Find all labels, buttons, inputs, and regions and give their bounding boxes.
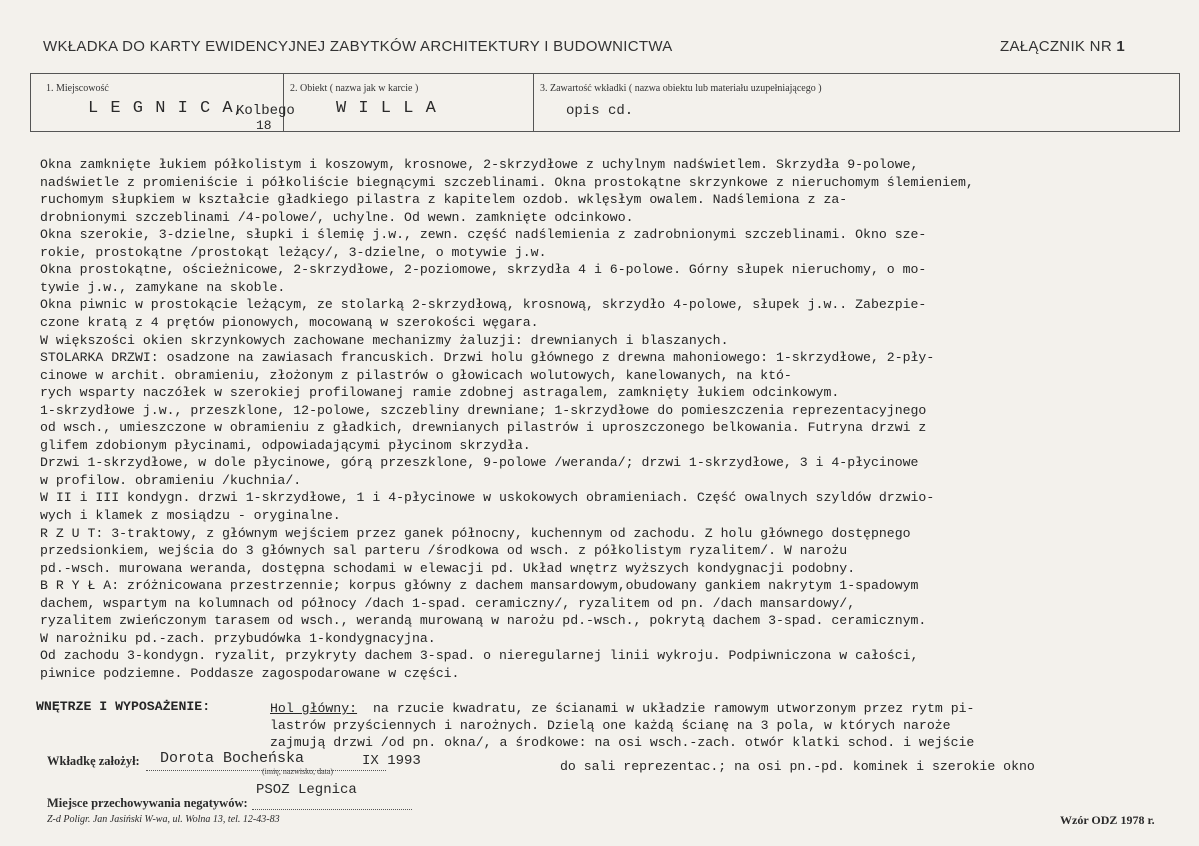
attachment-number: 1 bbox=[1116, 38, 1126, 55]
street-value: Kolbego bbox=[236, 103, 295, 119]
description-line: Okna prostokątne, ościeżnicowe, 2-skrzydłowe, 2-poziomowe, skrzydła 4 i 6-polowe. Górny słupek nieruchomy, o mo- bbox=[40, 262, 927, 278]
interior-line-2: lastrów przyściennych i narożnych. Dzielą one każdą ścianę na 3 pola, w których naroże bbox=[270, 718, 951, 733]
form-title: WKŁADKA DO KARTY EWIDENCYJNEJ ZABYTKÓW ARCHITEKTURY I BUDOWNICTWA bbox=[43, 38, 673, 55]
description-line: ruchomym słupkiem w kształcie gładkiego pilastra z kapitelem ozdob. wklęsłym owalem. Nadślemiona z za- bbox=[40, 192, 848, 208]
description-line: 1-skrzydłowe j.w., przeszklone, 12-polowe, szczebliny drewniane; 1-skrzydłowe do pomieszczenia reprezentacyjnego bbox=[40, 402, 927, 418]
bottom-rule bbox=[30, 131, 1180, 132]
author-value: Dorota Bocheńska bbox=[160, 750, 305, 767]
printer-info: Z-d Poligr. Jan Jasiński W-wa, ul. Wolna 13, tel. 12-43-83 bbox=[47, 814, 280, 825]
description-line: STOLARKA DRZWI: osadzone na zawiasach francuskich. Drzwi holu głównego z drewna mahoniowego: 1-skrzydłowe, 2-pły- bbox=[40, 350, 935, 366]
description-line: Okna zamknięte łukiem półkolistym i koszowym, krosnowe, 2-skrzydłowe z uchylnym nadświetlem. Skrzydła 9-polowe, bbox=[40, 157, 919, 172]
content-label: 3. Zawartość wkładki ( nazwa obiektu lub materiału uzupełniającego ) bbox=[540, 83, 822, 94]
description-line: ryzalitem zwieńczonym tarasem od wsch., werandą murowaną w narożu pd.-wsch., pokrytą dachem 3-spad. ceramicznym. bbox=[40, 613, 927, 629]
description-line: czone kratą z 4 prętów pionowych, mocowaną w szerokości węgara. bbox=[40, 314, 539, 330]
attachment-label bbox=[1000, 38, 1125, 55]
description-line: W II i III kondygn. drzwi 1-skrzydłowe, 1 i 4-płycinowe w uskokowych obramieniach. Część owalnych szyldów drzwio- bbox=[40, 490, 935, 506]
description-line: W narożniku pd.-zach. przybudówka 1-kondygnacyjna. bbox=[40, 630, 436, 646]
description-line: przedsionkiem, wejścia do 3 głównych sal parteru /środkowa od wsch. z półkolistym ryzalitem/. W narożu bbox=[40, 543, 848, 559]
locality-value: L E G N I C A, bbox=[88, 99, 245, 118]
author-label: Wkładkę założył: bbox=[47, 754, 140, 768]
description-line: Drzwi 1-skrzydłowe, w dole płycinowe, górą przeszklone, 9-polowe /weranda/; drzwi 1-skrzydłowe, 3 i 4-płycinowe bbox=[40, 455, 919, 471]
box-divider-1 bbox=[283, 73, 284, 131]
description-line: tywie j.w., zamykane na skoble. bbox=[40, 279, 286, 295]
box-divider-left bbox=[30, 73, 31, 131]
description-line: W większości okien skrzynkowych zachowane mechanizmy żaluzji: drewnianych i blaszanych. bbox=[40, 332, 729, 348]
description-line: piwnice podziemne. Poddasze zagospodarowane w części. bbox=[40, 665, 460, 681]
attachment-text: ZAŁĄCZNIK NR bbox=[1000, 38, 1112, 55]
author-caption: (imię, nazwisko, data) bbox=[262, 767, 334, 776]
box-divider-2 bbox=[533, 73, 534, 131]
description-line: glifem zdobionym płycinami, odpowiadającymi płycinom skrzydła. bbox=[40, 437, 531, 453]
description-line: B R Y Ł A: zróżnicowana przestrzennie; korpus główny z dachem mansardowym,obudowany gankiem nakrytym 1-spadowym bbox=[40, 578, 919, 594]
form-model: Wzór ODZ 1978 r. bbox=[1060, 813, 1155, 827]
interior-heading: WNĘTRZE I WYPOSAŻENIE: bbox=[36, 699, 211, 714]
description-line: Okna szerokie, 3-dzielne, słupki i ślemię j.w., zewn. część nadślemienia z zadrobnionymi szczeblinami. Okno sze- bbox=[40, 227, 927, 243]
box-divider-right bbox=[1179, 73, 1180, 131]
interior-line-3: zajmują drzwi /od pn. okna/, a środkowe: na osi wsch.-zach. otwór klatki schod. i wejście bbox=[270, 735, 975, 750]
description-line: pd.-wsch. murowana weranda, dostępna schodami w elewacji pd. Układ wnętrz wyższych kondygnacji podobny. bbox=[40, 560, 856, 576]
object-value: W I L L A bbox=[336, 99, 437, 118]
content-value: opis cd. bbox=[566, 103, 634, 119]
storage-label: Miejsce przechowywania negatywów: bbox=[47, 796, 248, 810]
description-line: Okna piwnic w prostokącie leżącym, ze stolarką 2-skrzydłową, krosnową, skrzydło 4-polowe, słupek j.w.. Zabezpie- bbox=[40, 297, 927, 313]
description-line: cinowe w archit. obramieniu, złożonym z pilastrów o głowicach wolutowych, kanelowanych, na któ- bbox=[40, 367, 792, 383]
house-number: 18 bbox=[256, 118, 272, 133]
institution-value: PSOZ Legnica bbox=[256, 782, 357, 798]
description-line: rych wsparty naczółek w szerokiej profilowanej ramie zdobnej astragalem, zamknięty łukiem odcinkowym. bbox=[40, 385, 840, 401]
interior-subheading: Hol główny: bbox=[270, 701, 358, 716]
interior-line-4: do sali reprezentac.; na osi pn.-pd. kominek i szerokie okno bbox=[560, 759, 1035, 774]
object-label: 2. Obiekt ( nazwa jak w karcie ) bbox=[290, 83, 419, 94]
interior-line-1: na rzucie kwadratu, ze ścianami w układzie ramowym utworzonym przez rytm pi- bbox=[373, 701, 975, 716]
description-line: w profilow. obramieniu /kuchnia/. bbox=[40, 472, 302, 488]
description-line: drobnionymi szczeblinami /4-polowe/, uchylne. Od wewn. zamknięte odcinkowo. bbox=[40, 209, 634, 225]
top-rule bbox=[30, 73, 1180, 74]
description-line: wych i klamek z mosiądzu - oryginalne. bbox=[40, 508, 341, 523]
date-value: IX 1993 bbox=[362, 753, 421, 769]
description-line: Od zachodu 3-kondygn. ryzalit, przykryty dachem 3-spad. o nieregularnej linii wykroju. Podpiwniczona w całości, bbox=[40, 648, 919, 664]
locality-label: 1. Miejscowość bbox=[46, 83, 109, 94]
description-line: rokie, prostokątne /prostokąt leżący/, 3-dzielne, o motywie j.w. bbox=[40, 244, 547, 260]
description-line: R Z U T: 3-traktowy, z głównym wejściem przez ganek północny, kuchennym od zachodu. Z holu głównego dostępnego bbox=[40, 525, 911, 541]
description-line: dachem, wspartym na kolumnach od północy /dach 1-spad. ceramiczny/, ryzalitem od pn. /dach mansardowy/, bbox=[40, 595, 856, 611]
description-line: od wsch., umieszczone w obramieniu z gładkich, drewnianych pilastrów i uproszczonego belkowania. Futryna drzwi z bbox=[40, 420, 927, 436]
storage-dotted-line bbox=[252, 809, 412, 810]
description-line: nadświetle z promieniście i półkoliście biegnącymi szczeblinami. Okna prostokątne skrzynkowe z nieruchomym ślemieniem, bbox=[40, 174, 974, 190]
